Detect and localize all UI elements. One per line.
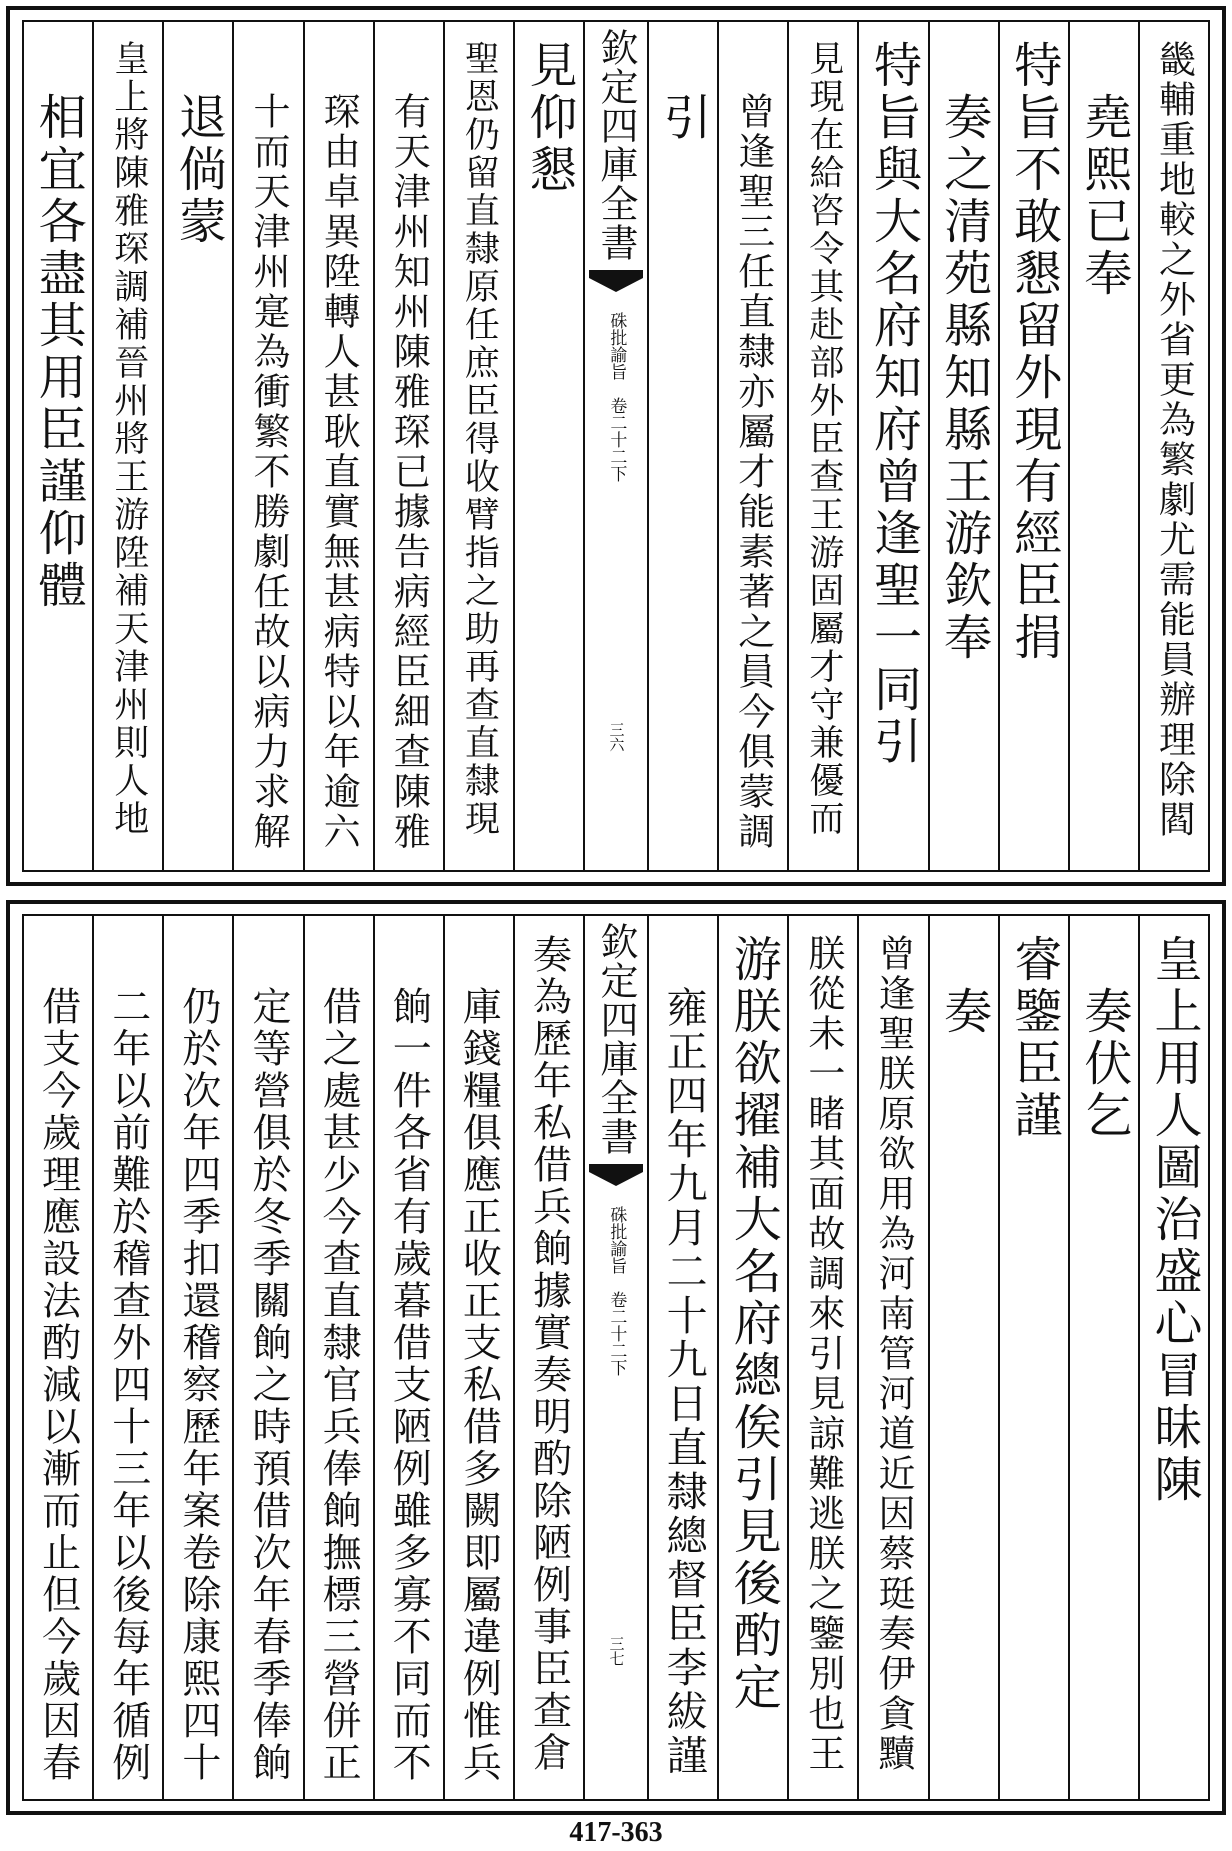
text-column — [92, 22, 162, 870]
column-text: 奏 — [935, 986, 992, 1038]
center-header — [583, 22, 647, 870]
text-column — [232, 916, 302, 1799]
book-title: 欽定四庫全書 — [594, 28, 638, 262]
fish-tail-mark — [589, 1164, 643, 1186]
column-text: 奏伏乞 — [1075, 986, 1132, 1142]
column-text: 二年以前難於稽查外四十三年以後每年循例 — [105, 986, 151, 1784]
column-text: 皇上用人圖治盛心冒昧陳 — [1145, 934, 1202, 1506]
column-text: 借之處甚少今查直隸官兵俸餉撫標三營併正 — [316, 986, 362, 1784]
column-text: 皇上將陳雅琛調補晉州將王游陞補天津州則人地 — [108, 40, 149, 838]
text-column — [1138, 22, 1208, 870]
page-number: 三六 — [607, 722, 626, 752]
column-text: 退倘蒙 — [170, 92, 227, 248]
section-title: 硃批諭旨 — [606, 1206, 627, 1274]
text-column — [303, 22, 373, 870]
fish-tail-mark — [589, 270, 643, 292]
top-page — [6, 6, 1226, 886]
folio-number: 417-363 — [569, 1817, 663, 1848]
top-page-frame — [22, 20, 1210, 872]
column-text: 特旨與大名府知府曾逢聖一同引 — [865, 40, 922, 768]
column-text: 餉一件各省有歲暮借支陋例雖多寡不同而不 — [386, 986, 432, 1784]
column-text: 引 — [655, 92, 712, 144]
text-column — [857, 916, 927, 1799]
text-column — [24, 916, 92, 1799]
column-text: 十而天津州寔為衝繁不勝劇任故以病力求解 — [246, 92, 290, 852]
text-column — [162, 916, 232, 1799]
column-text: 見仰懇 — [520, 40, 577, 196]
column-text: 仍於次年四季扣還稽察歷年案卷除康熙四十 — [175, 986, 221, 1784]
column-text: 聖恩仍留直隸原任庶臣得收臂指之助再查直隸現 — [459, 40, 500, 838]
column-text: 相宜各盡其用臣謹仰體 — [30, 92, 87, 612]
text-column — [373, 916, 443, 1799]
column-text: 曾逢聖朕原欲用為河南管河道近因蔡珽奏伊貪黷 — [871, 934, 915, 1774]
text-column — [717, 22, 787, 870]
page-number: 三七 — [607, 1636, 626, 1666]
text-column — [787, 916, 857, 1799]
book-title: 欽定四庫全書 — [594, 922, 638, 1156]
text-column — [717, 916, 787, 1799]
text-column — [373, 22, 443, 870]
column-text: 琛由卓異陞轉人甚耿直實無甚病特以年逾六 — [317, 92, 361, 852]
text-column — [1068, 916, 1138, 1799]
text-column — [443, 22, 513, 870]
column-text: 游朕欲擢補大名府總俟引見後酌定 — [725, 934, 782, 1714]
text-column — [1138, 916, 1208, 1799]
text-column — [443, 916, 513, 1799]
text-column — [998, 22, 1068, 870]
column-text: 奏之清苑縣知縣王游欽奉 — [935, 92, 992, 664]
column-text: 借支今歲理應設法酌減以漸而止但今歲因春 — [35, 986, 81, 1784]
section-title: 硃批諭旨 — [606, 312, 627, 380]
text-column — [303, 916, 373, 1799]
text-column — [998, 916, 1068, 1799]
center-header — [583, 916, 647, 1799]
bottom-page — [6, 900, 1226, 1815]
text-column — [24, 22, 92, 870]
text-column — [513, 916, 583, 1799]
column-text: 有天津州知州陳雅琛已據告病經臣細查陳雅 — [387, 92, 431, 852]
text-column — [928, 22, 998, 870]
text-column — [647, 22, 717, 870]
bottom-page-columns — [24, 916, 1208, 1799]
top-page-columns — [24, 22, 1208, 870]
column-text: 睿鑒臣謹 — [1005, 934, 1062, 1142]
text-column — [92, 916, 162, 1799]
text-column — [928, 916, 998, 1799]
column-text: 定等營俱於冬季關餉之時預借次年春季俸餉 — [245, 986, 291, 1784]
column-text: 堯熙已奉 — [1075, 92, 1132, 300]
column-text: 庫錢糧俱應正收正支私借多闕即屬違例惟兵 — [456, 986, 502, 1784]
bottom-page-frame — [22, 914, 1210, 1801]
column-text: 畿輔重地較之外省更為繁劇尤需能員辦理除閻 — [1152, 40, 1196, 840]
column-text: 見現在給咨令其赴部外臣查王游固屬才守兼優而 — [803, 40, 844, 838]
volume-label: 卷二十二下 — [606, 397, 627, 482]
column-text: 曾逢聖三任直隸亦屬才能素著之員今俱蒙調 — [731, 92, 775, 852]
text-column — [232, 22, 302, 870]
column-text: 奏為歷年私借兵餉據實奏明酌除陋例事臣查倉 — [526, 934, 572, 1774]
text-column — [857, 22, 927, 870]
column-text: 雍正四年九月二十九日直隸總督臣李紱謹 — [659, 986, 708, 1778]
column-text: 特旨不敢懇留外現有經臣捐 — [1005, 40, 1062, 664]
text-column — [513, 22, 583, 870]
text-column — [1068, 22, 1138, 870]
text-column — [647, 916, 717, 1799]
volume-label: 卷二十二下 — [606, 1291, 627, 1376]
column-text: 朕從未一睹其面故調來引見諒難逃朕之鑒別也王 — [801, 934, 845, 1774]
text-column — [162, 22, 232, 870]
text-column — [787, 22, 857, 870]
